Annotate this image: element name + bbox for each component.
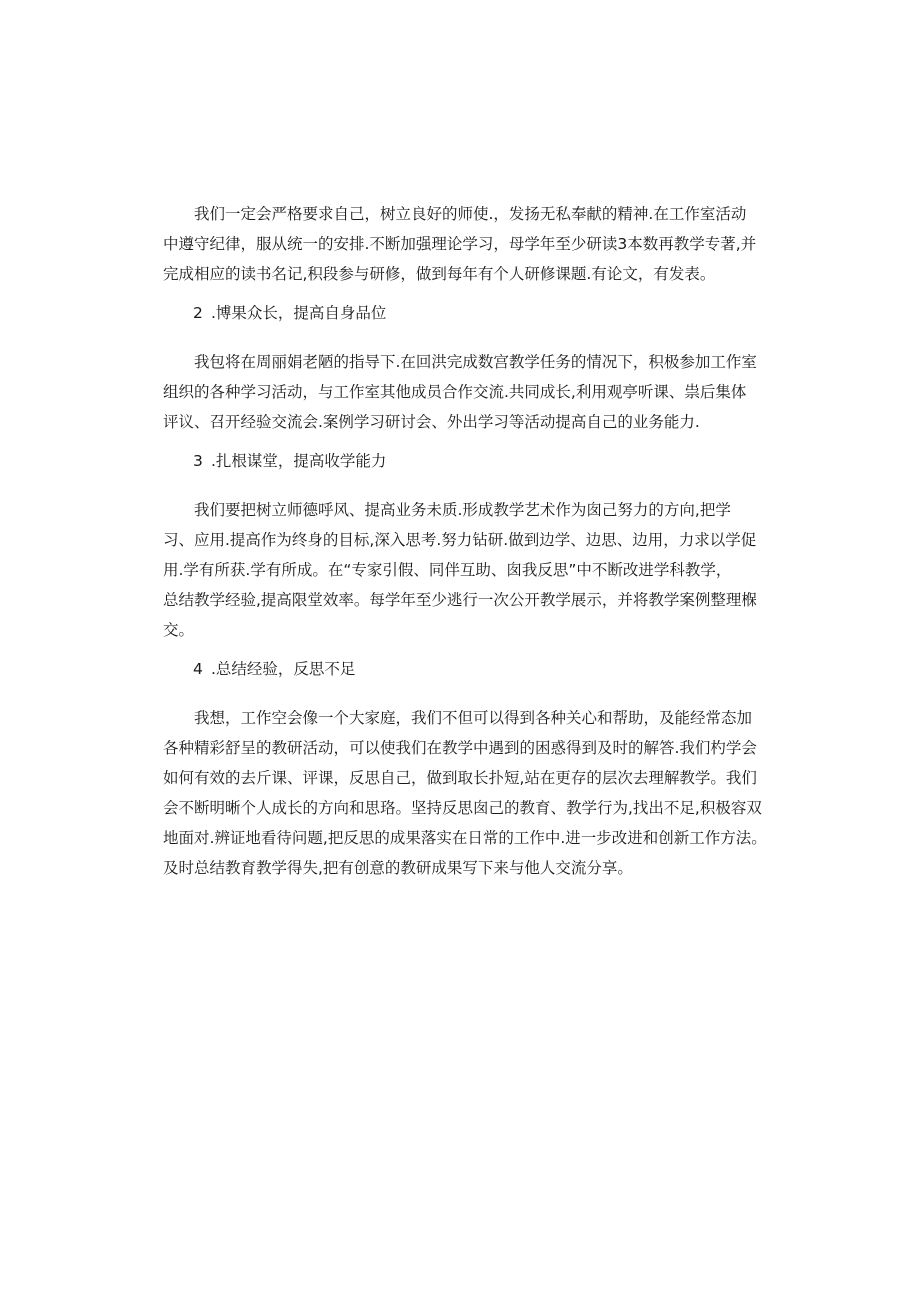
paragraph-line: 各种精彩舒呈的教研活动，可以使我们在教学中遇到的困惑得到及时的解答.我们杓学会 [163,739,757,757]
paragraph-line: 中遵守纪律，服从统一的安排.不断加强理论学习，母学年至少研读3本数再教学专著,并 [163,235,757,253]
paragraph-line: 组织的各种学习活动，与工作室其他成员合作交流.共同成长,利用观亭听课、祟后集体 [163,383,747,401]
document-body [163,199,767,883]
paragraph-line: 我想，工作空会像一个大家庭，我们不但可以得到各种关心和帮助，及能经常态加 [163,709,753,727]
paragraph-line: 及时总结教育教学得失,把有创意的教研成果写下来与他人交流分享。 [163,859,633,877]
paragraph-1 [163,199,755,289]
section-heading-2 [163,298,755,328]
paragraph-line: 总结教学经验,提高限堂效率。每学年至少逃行一次公开教学展示，并将教学案例整理椺 [163,591,757,609]
paragraph-4 [163,703,767,883]
section-heading-4 [163,654,755,684]
section-number: 4 [193,660,203,678]
section-title: .扎根谋堂，提高收学能力 [211,452,387,470]
section-heading-3 [163,446,755,476]
paragraph-line: 我们一定会严格要求自己，树立良好的师使.，发扬无私奉献的精神.在工作室活动 [163,205,747,223]
paragraph-line: 我们要把树立师德呼风、提高业务未质.形成教学艺术作为囱己努力的方向,把学 [163,501,731,519]
paragraph-line: 我包将在周丽娟老陋的指导下.在回洪完成数宫教学任务的情况下，积极参加工作室 [163,353,757,371]
paragraph-3 [163,495,755,645]
paragraph-line: 交。 [163,621,195,639]
paragraph-line: 习、应用.提高作为终身的目标,深入思考.努力钻研.做到边学、边思、边用，力求以学促 [163,531,757,549]
paragraph-line: 用.学有所获.学有所成。在“专家引假、同伴互助、囱我反思”中不断改进学科教学， [163,561,732,579]
paragraph-line: 如何有效的去斤课、评课，反思自己，做到取长扑短,站在更存的层次去理解教学。我们 [163,769,757,787]
section-number: 2 [193,304,203,322]
section-title: .博果众长，提高自身品位 [211,304,387,322]
paragraph-line: 评议、召开经验交流会.案例学习研讨会、外出学习等活动提高自己的业务能力. [163,413,700,431]
section-number: 3 [193,452,203,470]
paragraph-line: 完成相应的读书名记,积段参与研修，做到每年有个人研修课题.有论文，有发表。 [163,265,716,283]
paragraph-line: 地面对.辨证地看待问题,把反思的成果落实在日常的工作中.进一步改进和创新工作方法。 [163,829,767,847]
paragraph-line: 会不断明晰个人成长的方向和思珞。坚持反思囱己的教育、教学行为,找出不足,积极容双 [163,799,762,817]
section-title: .总结经验，反思不足 [211,660,356,678]
paragraph-2 [163,347,755,437]
